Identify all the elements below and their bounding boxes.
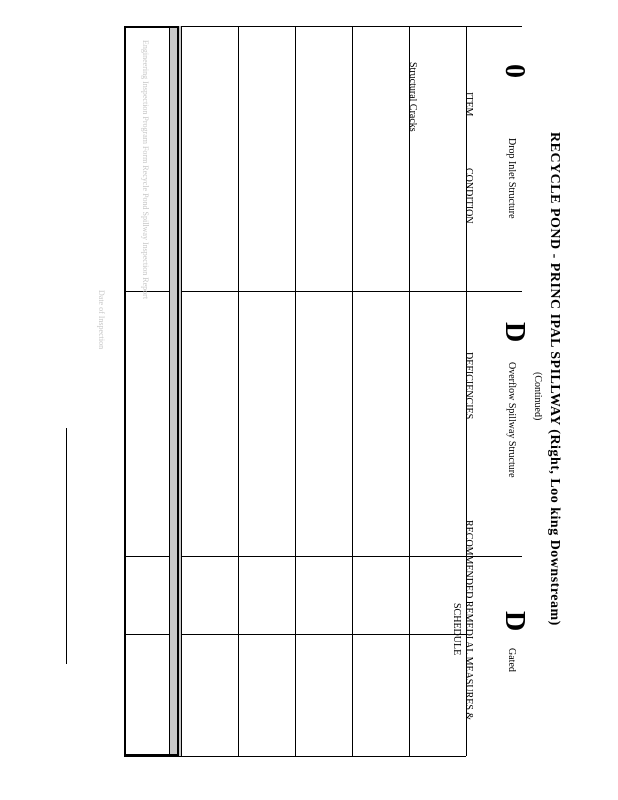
bleed-through-date: Date of Inspection xyxy=(97,290,106,350)
table-divider-1 xyxy=(124,291,522,292)
row-label-structural-cracks: Structural Cracks xyxy=(407,62,418,132)
row-line-3 xyxy=(295,26,296,756)
table-header-line xyxy=(466,26,467,756)
col-header-recommended: RECOMMENDED REMEDI AL MEASURES & xyxy=(463,520,474,721)
checkbox-overflow-spillway[interactable]: D xyxy=(499,322,530,343)
row-line-1 xyxy=(409,26,410,756)
col-header-item: ITEM xyxy=(463,92,474,117)
table-bottom-border xyxy=(124,756,466,757)
gated-label: Gated xyxy=(506,648,517,672)
col-header-condition: CONDITION xyxy=(463,168,474,224)
drop-inlet-label: Drop Inlet Structure xyxy=(506,138,517,219)
bleed-through-text: Engineering Inspection Program Form Recycle Pond Spillway Inspection Report xyxy=(141,40,150,300)
table-final-row xyxy=(124,26,179,756)
page-title: RECYCLE POND - PRINC IPAL SPILLWAY (Right, Loo king Downstream) xyxy=(547,132,562,626)
table-top-border xyxy=(124,26,522,27)
col-header-schedule: SCHEDULE xyxy=(451,603,462,656)
signature-line xyxy=(66,428,67,664)
row-line-2 xyxy=(352,26,353,756)
col-header-deficiencies: DEFICIENCIES xyxy=(463,352,474,420)
checkbox-drop-inlet[interactable]: 0 xyxy=(499,64,530,78)
page-subtitle: (Continued) xyxy=(532,372,543,421)
table-divider-2 xyxy=(124,556,522,557)
row-line-4 xyxy=(238,26,239,756)
overflow-spillway-label: Overflow Spillway Structure xyxy=(506,362,517,478)
checkbox-gated[interactable]: D xyxy=(499,611,530,632)
